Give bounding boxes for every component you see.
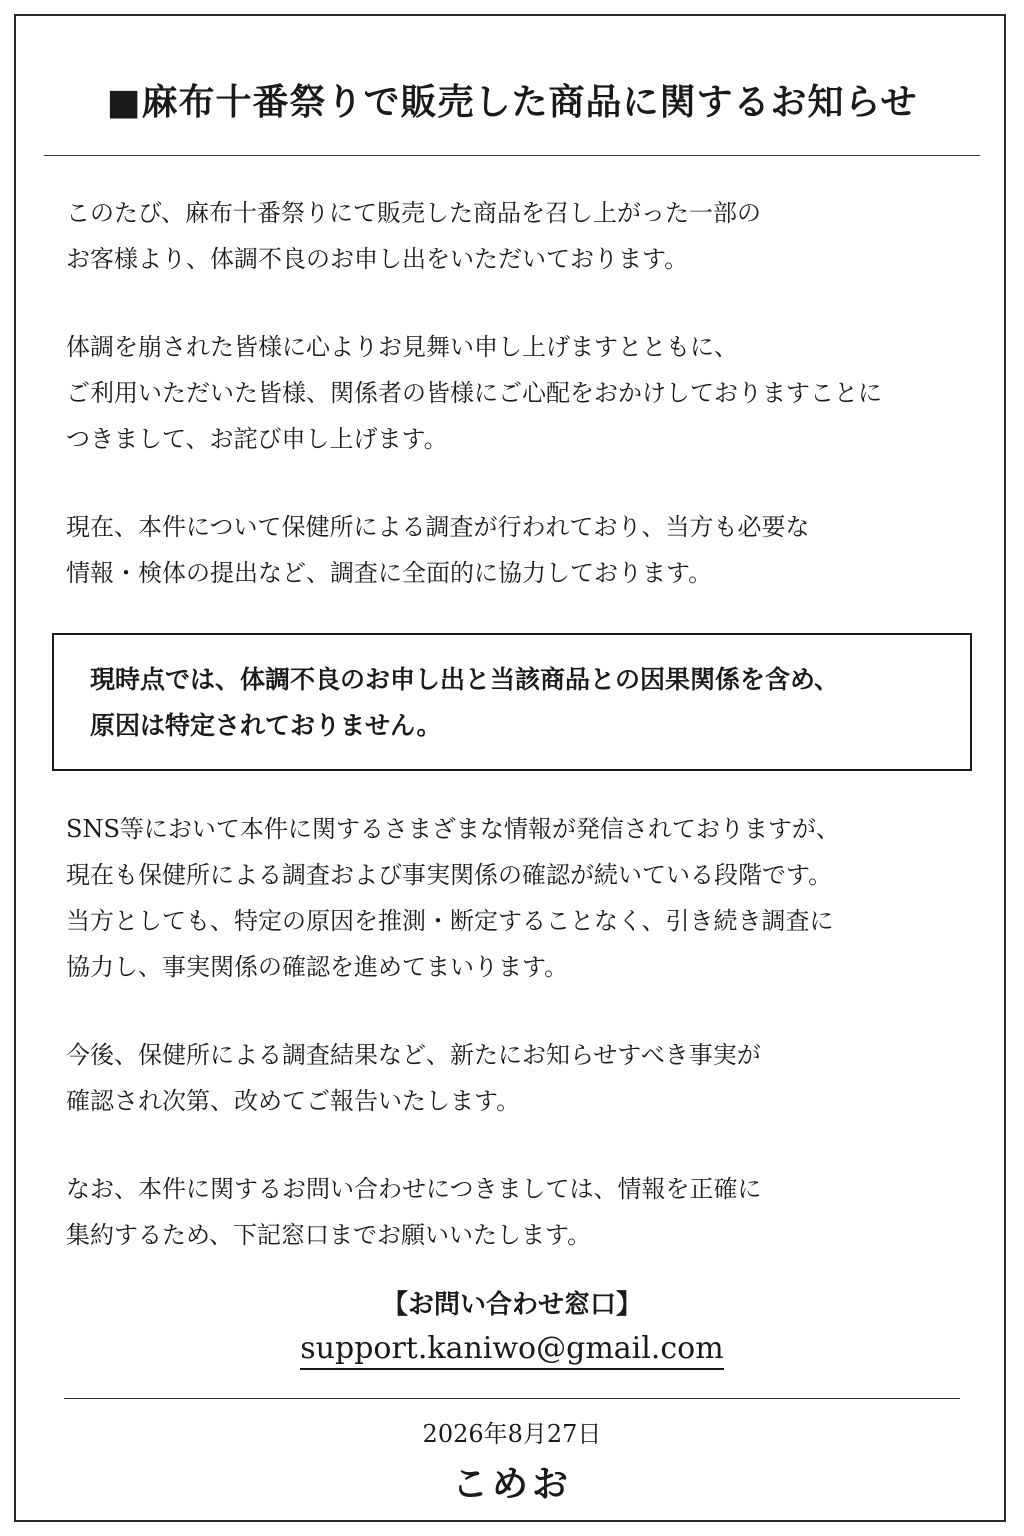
paragraph-future-report bbox=[66, 1032, 986, 1124]
title-divider bbox=[44, 155, 980, 156]
contact-email-link[interactable]: support.kaniwo@gmail.com bbox=[300, 1331, 723, 1370]
paragraph-line: 集約するため、下記窓口までお願いいたします。 bbox=[66, 1221, 592, 1249]
paragraph-apology bbox=[66, 324, 986, 462]
highlight-line: 現時点では、体調不良のお申し出と当該商品との因果関係を含め、 bbox=[90, 665, 840, 694]
paragraph-apology-intro bbox=[66, 190, 986, 282]
notice-body-upper bbox=[66, 190, 986, 638]
highlight-line: 原因は特定されておりません。 bbox=[90, 711, 442, 740]
paragraph-line: 確認され次第、改めてご報告いたします。 bbox=[66, 1087, 521, 1115]
paragraph-line: 当方としても、特定の原因を推測・断定することなく、引き続き調査に bbox=[66, 907, 834, 935]
highlight-notice-box bbox=[52, 633, 972, 771]
contact-email-wrapper bbox=[0, 1327, 1024, 1371]
paragraph-line: 体調を崩された皆様に心よりお見舞い申し上げますとともに、 bbox=[66, 333, 738, 361]
signature: こめお bbox=[451, 1463, 572, 1505]
paragraph-sns bbox=[66, 806, 986, 990]
paragraph-line: 今後、保健所による調査結果など、新たにお知らせすべき事実が bbox=[66, 1041, 761, 1069]
paragraph-line: 協力し、事実関係の確認を進めてまいります。 bbox=[66, 953, 569, 981]
contact-heading: 【お問い合わせ窓口】 bbox=[381, 1290, 642, 1320]
paragraph-line: 現在も保健所による調査および事実関係の確認が続いている段階です。 bbox=[66, 861, 833, 889]
notice-title: ■麻布十番祭りで販売した商品に関するお知らせ bbox=[106, 81, 918, 123]
notice-body-lower bbox=[66, 806, 986, 1300]
paragraph-line: 情報・検体の提出など、調査に全面的に協力しております。 bbox=[66, 559, 713, 587]
paragraph-line: お客様より、体調不良のお申し出をいただいております。 bbox=[66, 245, 689, 273]
paragraph-line: このたび、麻布十番祭りにて販売した商品を召し上がった一部の bbox=[66, 199, 762, 227]
paragraph-line: SNS等において本件に関するさまざまな情報が発信されておりますが、 bbox=[66, 815, 840, 843]
paragraph-inquiry bbox=[66, 1166, 986, 1258]
paragraph-line: なお、本件に関するお問い合わせにつきましては、情報を正確に bbox=[66, 1175, 762, 1203]
notice-date: 2026年8月27日 bbox=[422, 1420, 602, 1448]
paragraph-line: つきまして、お詫び申し上げます。 bbox=[66, 425, 448, 453]
footer-divider bbox=[64, 1398, 960, 1399]
paragraph-investigation bbox=[66, 504, 986, 596]
paragraph-line: 現在、本件について保健所による調査が行われており、当方も必要な bbox=[66, 513, 810, 541]
paragraph-line: ご利用いただいた皆様、関係者の皆様にご心配をおかけしておりますことに bbox=[66, 379, 882, 407]
